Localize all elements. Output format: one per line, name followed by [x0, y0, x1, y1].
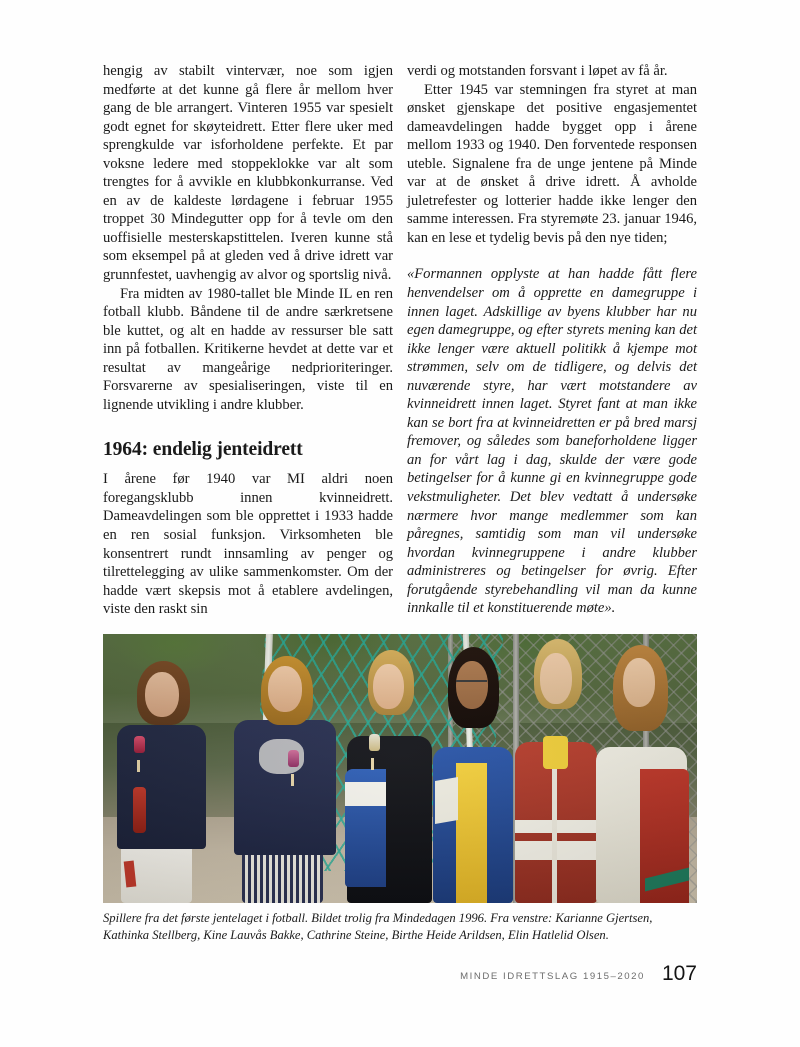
block-quote-wrap — [407, 247, 697, 617]
footer-label: MINDE IDRETTSLAG 1915–2020 — [460, 971, 645, 982]
block-quote: «Formannen opplyste at han hadde fått flere henvendelser om å opprette en damegruppe i innen laget. Adskillige av byens klubber har nu egen damegruppe, og efter styrets mening kan det ikke lenger være aktuell politikk å kjempe mot strømmen, selv om de tidligere, og delvis det nuværende styre, har vært motstandere av kvinneidrett innen laget. Styret fant at man ikke kan se bort fra at kvinneidretten er på bred marsj fremover, og således som baneforholdene ligger an for vårt lag i dag, skulde der være gode betingelser for å kunne gi en kvinnegruppe gode vekstmuligheter. Det blev vedtatt å undersøke nærmere hvor mange medlemmer som kan påregnes, samtidig som man vil undersøke hvordan kvinnegruppene i andre klubber administreres og betingelser for øvrig. Efter forutgående styrebehandling vil man da kunne innkalle til et konstituerende møte». — [407, 266, 697, 617]
photo-scene — [103, 634, 697, 903]
page-number: 107 — [661, 962, 697, 985]
photo-vignette — [103, 634, 697, 903]
text-columns — [103, 62, 697, 618]
paragraph: Fra midten av 1980-tallet ble Minde IL en ren fotball klubb. Båndene til de andre særkretsene ble kuttet, og alt en hadde av ressurser ble satt inn på fotballen. Kritikerne hevdet at dette var et resultat av mangeårige nedprioriteringer. Forsvarerne av spesialiseringen, viste til en lignende utvikling i andre klubber. — [103, 285, 393, 413]
section-heading: 1964: endelig jenteidrett — [103, 439, 303, 461]
photo-caption: Spillere fra det første jentelaget i fotball. Bildet trolig fra Mindedagen 1996. Fra venstre: Karianne Gjertsen, Kathinka Stellberg, Kine Lauvås Bakke, Cathrine Steine, Birthe Heide Arildsen, Elin Hatlelid Olsen. — [103, 911, 653, 942]
paragraph: hengig av stabilt vintervær, noe som igjen medførte at det kunne gå flere år mellom hver gang de ble arrangert. Vinteren 1955 var spesielt godt egnet for skøyteidrett. Etter flere uker med sprengkulde var isforholdene perfekte. Et par voksne ledere med stoppeklokke var alt som trengtes for å avvikle en klubbkonkurranse. Ved en av de kaldeste lørdagene i februar 1955 troppet 30 Mindegutter opp for å tevle om den uoffisielle mesterskapstittelen. Iveren kunne stå som eksempel på at gleden ved å drive idrett var grunnfestet, uavhengig av alvor og sportslig nivå. — [103, 63, 393, 284]
paragraph: verdi og motstanden forsvant i løpet av få år. — [407, 63, 668, 79]
section-heading-wrap — [103, 414, 393, 470]
right-column — [407, 62, 697, 619]
paragraph: I årene før 1940 var MI aldri noen foregangsklubb innen kvinneidrett. Dameavdelingen som ble opprettet i 1933 hadde en ren sosial funksjon. Virksomheten ble konsentrert rundt innsamling av penger og tilrettelegging av ulike sammenkomster. Om der hadde vært skepsis mot å etablere avdelingen, viste den raskt sin — [103, 471, 393, 618]
left-column — [103, 62, 393, 619]
page-footer — [103, 962, 697, 988]
paragraph: Etter 1945 var stemningen fra styret at man ønsket gjenskape det positive engasjementet dameavdelingen hadde bygget opp i årene mellom 1933 og 1940. Den forventede responsen uteble. Signalene fra de unge jentene på Minde var at de ønsket å drive idrett. Å avholde juletrefester og lotterier hadde ikke lenger den samme interessen. Fra styremøte 23. januar 1946, kan en lese et tydelig bevis på den nye tiden; — [407, 81, 697, 246]
photograph — [103, 634, 697, 903]
